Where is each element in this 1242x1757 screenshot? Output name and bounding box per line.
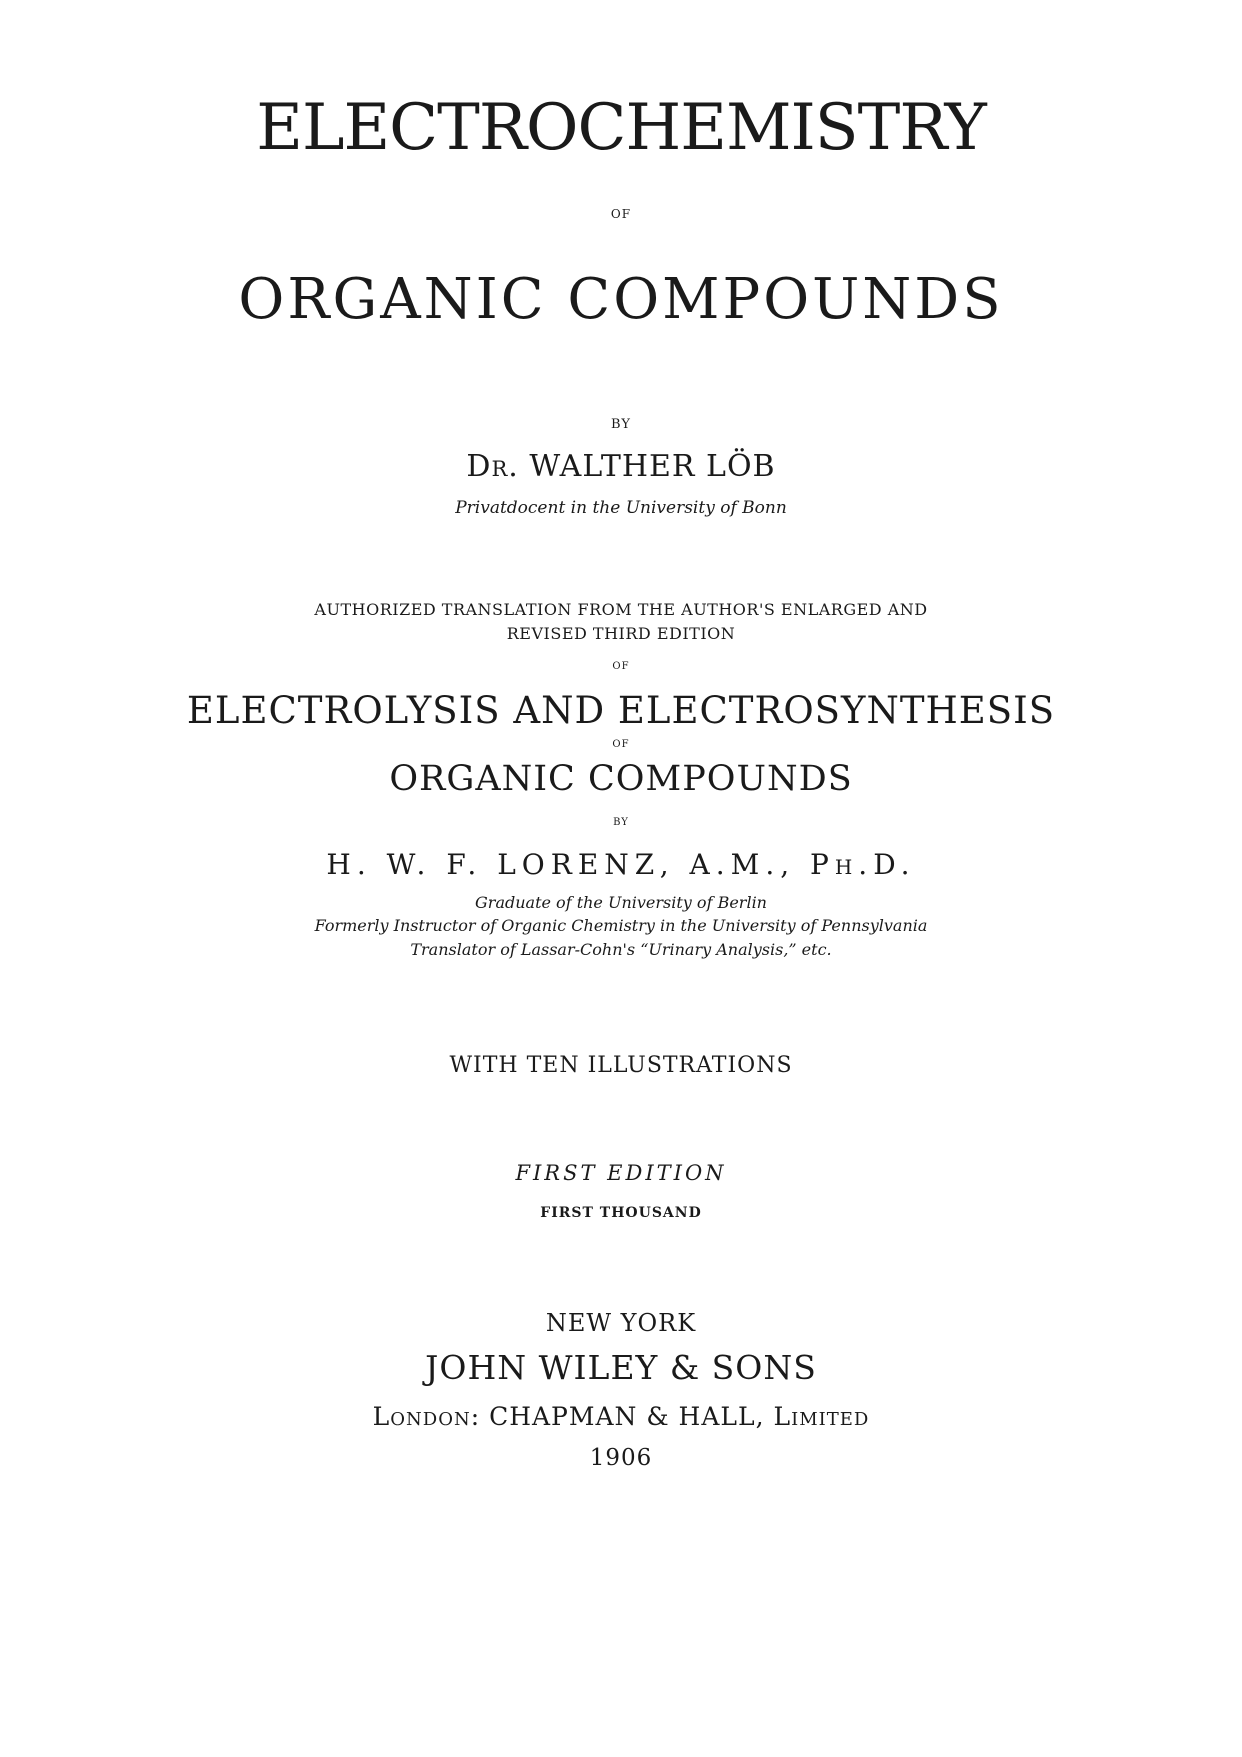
original-work-subtitle: ORGANIC COMPOUNDS [389,759,853,799]
author-name: Dr. WALTHER LÖB [466,449,776,484]
printing-label: FIRST THOUSAND [540,1205,702,1221]
author-affiliation: Privatdocent in the University of Bonn [455,498,787,518]
translator-name: H. W. F. LORENZ, A.M., Ph.D. [326,848,916,881]
publisher-name: JOHN WILEY & SONS [425,1348,817,1387]
by-connector: BY [611,417,631,432]
london-publisher: London: CHAPMAN & HALL, Limited [372,1402,870,1431]
illustrations-note: WITH TEN ILLUSTRATIONS [449,1053,793,1078]
translator-credential-3: Translator of Lassar-Cohn's “Urinary Analysis,” etc. [410,940,832,959]
of-connector: OF [610,207,632,221]
translation-note-line-2: REVISED THIRD EDITION [506,624,736,643]
of-connector-2: OF [612,661,630,672]
translator-credential-2: Formerly Instructor of Organic Chemistry in the University of Pennsylvania [314,916,928,935]
publication-year: 1906 [589,1445,653,1471]
book-title: ELECTROCHEMISTRY [256,91,986,165]
of-connector-3: OF [612,739,630,750]
by-connector-2: BY [613,817,629,828]
book-subtitle: ORGANIC COMPOUNDS [238,267,1004,332]
translator-credential-1: Graduate of the University of Berlin [475,893,767,912]
imprint-city: NEW YORK [545,1309,697,1337]
original-work-title: ELECTROLYSIS AND ELECTROSYNTHESIS [186,689,1056,732]
edition-label: FIRST EDITION [515,1161,727,1185]
translation-note-line-1: AUTHORIZED TRANSLATION FROM THE AUTHOR'S ENLARGED AND [314,600,928,619]
